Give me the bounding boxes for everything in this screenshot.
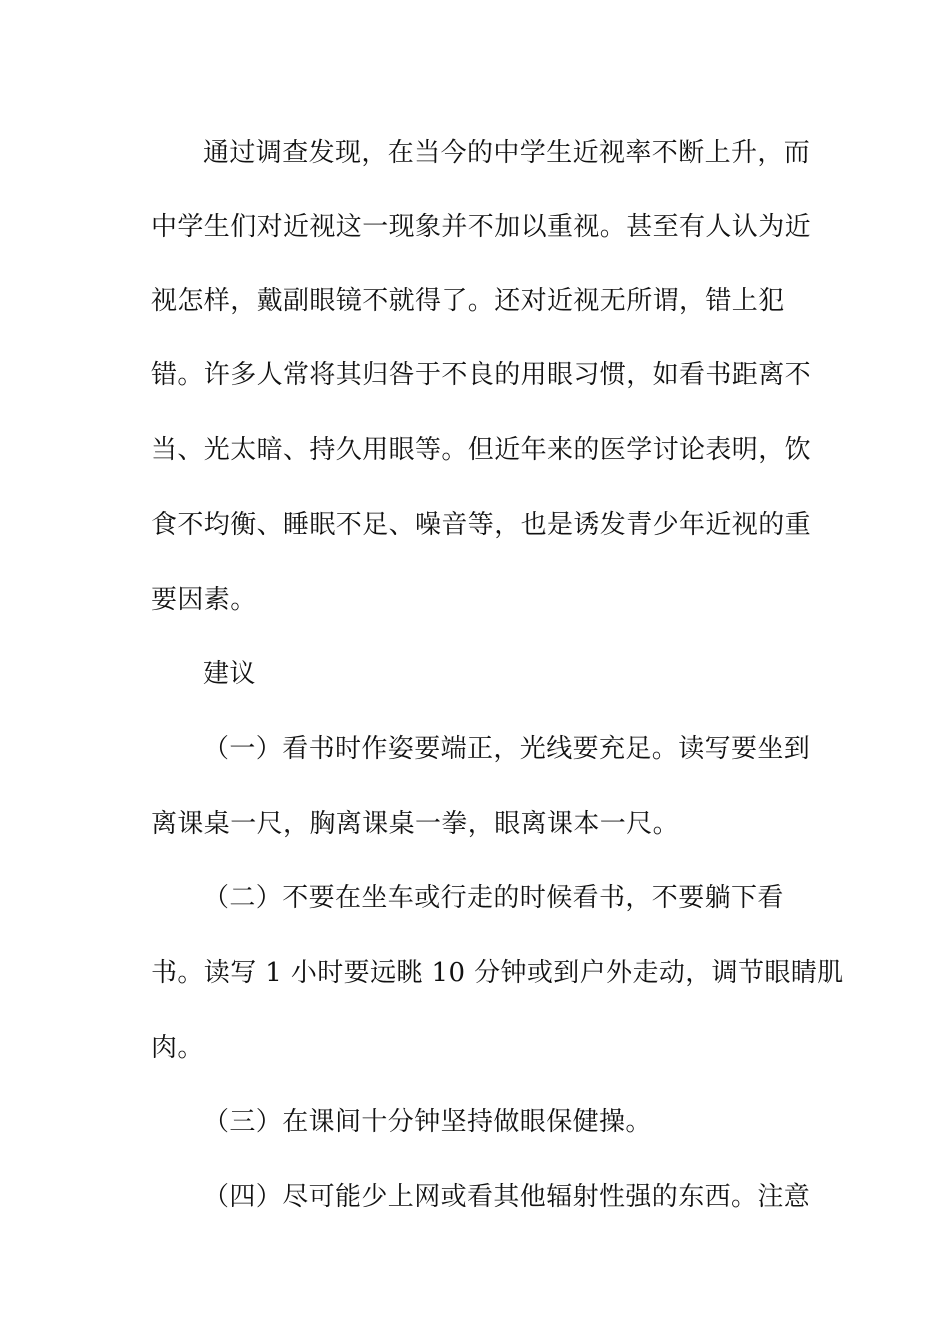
paragraph-findings-line-6: 食不均衡、睡眠不足、噪音等，也是诱发青少年近视的重 [151,510,812,540]
suggestion-2-line-3: 肉。 [151,1033,204,1063]
paragraph-findings-line-1: 通过调查发现，在当今的中学生近视率不断上升，而 [203,138,811,168]
paragraph-findings-line-5: 当、光太暗、持久用眼等。但近年来的医学讨论表明，饮 [151,435,812,465]
suggestion-2-line-1: （二）不要在坐车或行走的时候看书，不要躺下看 [203,883,784,913]
paragraph-findings-line-3: 视怎样，戴副眼镜不就得了。还对近视无所谓，错上犯 [151,286,785,316]
paragraph-findings-line-2: 中学生们对近视这一现象并不加以重视。甚至有人认为近 [151,212,812,242]
suggestion-4-line-1: （四）尽可能少上网或看其他辐射性强的东西。注意 [203,1182,811,1212]
suggestion-1-line-1: （一）看书时作姿要端正，光线要充足。读写要坐到 [203,734,811,764]
suggestion-3-line-1: （三）在课间十分钟坚持做眼保健操。 [203,1107,652,1137]
paragraph-findings-line-7: 要因素。 [151,585,257,615]
paragraph-findings-line-4: 错。许多人常将其归咎于不良的用眼习惯，如看书距离不 [151,360,812,390]
section-heading-suggestions: 建议 [203,659,256,689]
suggestion-1-line-2: 离课桌一尺，胸离课桌一拳，眼离课本一尺。 [151,809,680,839]
suggestion-2-line-2: 书。读写 1 小时要远眺 10 分钟或到户外走动，调节眼睛肌 [151,958,844,988]
